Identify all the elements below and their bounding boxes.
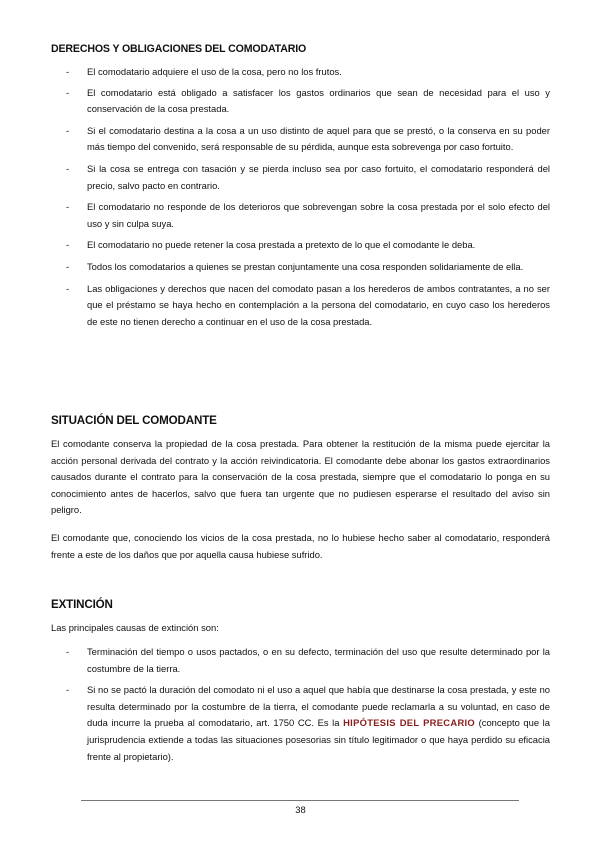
section-heading-comodatario: DERECHOS Y OBLIGACIONES DEL COMODATARIO xyxy=(51,43,307,55)
comodatario-obligations-list xyxy=(51,64,550,330)
list-item: - El comodatario no puede retener la cosa prestada a pretexto de lo que el comodante le deba. xyxy=(66,239,476,251)
list-item: - Todos los comodatarios a quienes se prestan conjuntamente una cosa responden solidariamente de ella. xyxy=(66,260,524,272)
extincion-intro: Las principales causas de extinción son: xyxy=(51,622,219,633)
list-item: - El comodatario adquiere el uso de la cosa, pero no los frutos. xyxy=(66,66,342,77)
list-item: - Si el comodatario destina a la cosa a un uso distinto de aquel para que se prestó, o la conserva en su poder más tiempo del convenido, será responsable de su pérdida, aunque esta sobrevenga por caso fortuito. xyxy=(66,124,550,153)
comodante-paragraph-1: El comodante conserva la propiedad de la cosa prestada. Para obtener la restitución de la misma puede ejercitar la acción personal derivada del contrato y la acción reivindicatoria. El comodante debe abonar los gastos extraordinarios causados durante el contrato para la conservación de la cosa prestada, siempre que el comodatario lo ponga en su conocimiento antes de hacerlos, salvo que fuera tan urgente que no pudiesen esperarse el resultado del aviso sin peligro. xyxy=(51,438,550,516)
section-heading-comodante: SITUACIÓN DEL COMODANTE xyxy=(51,414,217,427)
document-page xyxy=(51,0,550,848)
list-item: - Terminación del tiempo o usos pactados, o en su defecto, terminación del uso que resulte determinado por la costumbre de la tierra. xyxy=(66,646,550,674)
comodante-paragraph-2: El comodante que, conociendo los vicios de la cosa prestada, no lo hubiese hecho saber al comodatario, responderá frente a este de los daños que por aquella causa hubiese sufrido. xyxy=(51,532,550,560)
list-item: - El comodatario está obligado a satisfacer los gastos ordinarios que sean de necesidad para el uso y conservación de la cosa prestada. xyxy=(66,86,550,115)
list-item: - Si la cosa se entrega con tasación y se pierda incluso sea por caso fortuito, el comodatario responderá del precio, salvo pacto en contrario. xyxy=(66,162,550,191)
list-item: - El comodatario no responde de los deterioros que sobrevengan sobre la cosa prestada por el solo efecto del uso y sin culpa suya. xyxy=(66,201,550,229)
list-item: - Si no se pactó la duración del comodato ni el uso a aquel que había que destinarse la cosa prestada, y este no resulta determinado por la costumbre de la tierra, el comodante puede reclamarla a su voluntad, en caso de duda incurre la prueba al comodatario, art. 1750 CC. Es la HIPÓTESIS DEL PRECARIO (concepto que la jurisprudencia extiende a todas las situaciones posesorias sin título legitimador o que haya perdido su eficacia frente al propietario). xyxy=(66,684,550,762)
precario-highlight: HIPÓTESIS DEL PRECARIO xyxy=(343,717,476,729)
list-item: - Las obligaciones y derechos que nacen del comodato pasan a los herederos de ambos contratantes, a no ser que el préstamo se haya hecho en contemplación a la persona del comodatario, en cuyo caso los herederos de este no tienen derecho a continuar en el uso de la cosa prestada. xyxy=(66,282,550,327)
extincion-causes-list xyxy=(51,644,550,765)
page-number: 38 xyxy=(295,804,306,815)
section-heading-extincion: EXTINCIÓN xyxy=(51,598,113,611)
footer-divider xyxy=(81,800,519,801)
